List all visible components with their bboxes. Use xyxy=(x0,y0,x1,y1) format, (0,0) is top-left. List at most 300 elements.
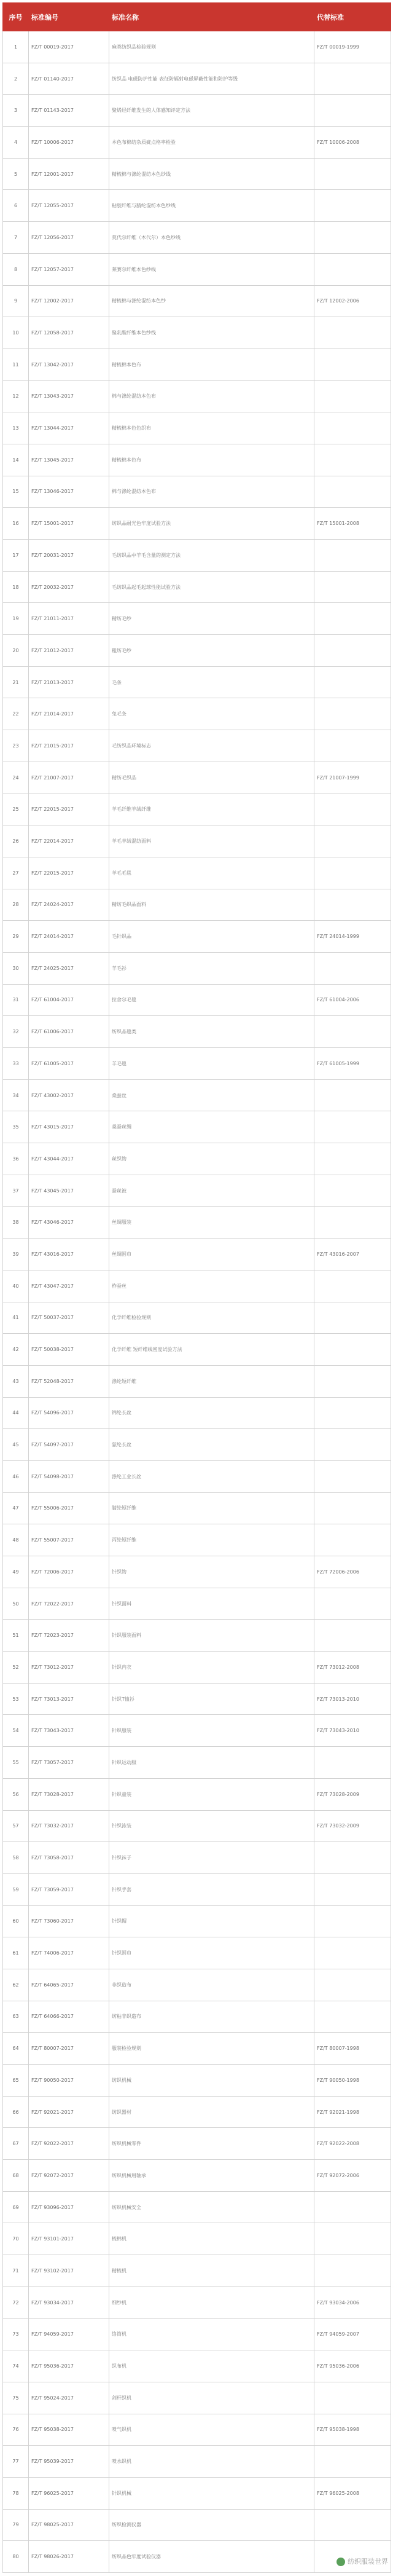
cell-no: 64 xyxy=(3,2033,29,2065)
cell-no: 33 xyxy=(3,1048,29,1080)
cell-replaced xyxy=(314,1842,391,1874)
table-row xyxy=(3,2128,391,2160)
cell-no: 34 xyxy=(3,1079,29,1111)
table-row xyxy=(3,285,391,317)
cell-code: FZ/T 13044-2017 xyxy=(29,412,109,444)
cell-code: FZ/T 98025-2017 xyxy=(29,2509,109,2541)
cell-replaced xyxy=(314,1175,391,1207)
cell-replaced: FZ/T 94059-2007 xyxy=(314,2318,391,2350)
cell-no: 43 xyxy=(3,1365,29,1397)
cell-no: 39 xyxy=(3,1239,29,1270)
cell-replaced: FZ/T 80007-1998 xyxy=(314,2033,391,2065)
cell-code: FZ/T 13043-2017 xyxy=(29,380,109,412)
cell-code: FZ/T 43015-2017 xyxy=(29,1111,109,1143)
cell-no: 73 xyxy=(3,2318,29,2350)
cell-code: FZ/T 15001-2017 xyxy=(29,508,109,540)
cell-code: FZ/T 55007-2017 xyxy=(29,1524,109,1556)
cell-replaced: FZ/T 96025-2008 xyxy=(314,2477,391,2509)
cell-no: 24 xyxy=(3,762,29,794)
cell-code: FZ/T 10006-2017 xyxy=(29,127,109,159)
cell-name: 针织帽 xyxy=(109,1905,314,1937)
cell-code: FZ/T 61004-2017 xyxy=(29,984,109,1016)
cell-replaced: FZ/T 15001-2008 xyxy=(314,508,391,540)
cell-no: 32 xyxy=(3,1016,29,1048)
table-row xyxy=(3,1620,391,1652)
cell-name: 针织面料 xyxy=(109,1588,314,1620)
table-row xyxy=(3,794,391,825)
cell-code: FZ/T 12057-2017 xyxy=(29,253,109,285)
cell-no: 49 xyxy=(3,1556,29,1588)
cell-no: 57 xyxy=(3,1810,29,1842)
cell-replaced: FZ/T 92072-2006 xyxy=(314,2160,391,2192)
table-row xyxy=(3,571,391,603)
cell-no: 31 xyxy=(3,984,29,1016)
cell-code: FZ/T 80007-2017 xyxy=(29,2033,109,2065)
cell-code: FZ/T 54098-2017 xyxy=(29,1460,109,1492)
table-row xyxy=(3,1842,391,1874)
cell-code: FZ/T 52048-2017 xyxy=(29,1365,109,1397)
cell-replaced xyxy=(314,666,391,698)
cell-code: FZ/T 21012-2017 xyxy=(29,635,109,667)
table-row xyxy=(3,1969,391,2001)
cell-code: FZ/T 12055-2017 xyxy=(29,190,109,222)
cell-no: 60 xyxy=(3,1905,29,1937)
cell-code: FZ/T 43016-2017 xyxy=(29,1239,109,1270)
cell-no: 41 xyxy=(3,1302,29,1334)
cell-name: 丝织物 xyxy=(109,1143,314,1175)
cell-no: 45 xyxy=(3,1429,29,1461)
table-row xyxy=(3,1079,391,1111)
cell-replaced xyxy=(314,1969,391,2001)
cell-code: FZ/T 21015-2017 xyxy=(29,730,109,762)
cell-name: 喷气织机 xyxy=(109,2414,314,2446)
cell-replaced: FZ/T 72006-2006 xyxy=(314,1556,391,1588)
cell-code: FZ/T 54097-2017 xyxy=(29,1429,109,1461)
table-row xyxy=(3,222,391,254)
cell-code: FZ/T 95024-2017 xyxy=(29,2382,109,2414)
cell-no: 13 xyxy=(3,412,29,444)
cell-no: 23 xyxy=(3,730,29,762)
table-row xyxy=(3,889,391,921)
cell-replaced: FZ/T 92021-1998 xyxy=(314,2096,391,2128)
cell-code: FZ/T 73057-2017 xyxy=(29,1747,109,1779)
cell-code: FZ/T 13042-2017 xyxy=(29,349,109,380)
cell-code: FZ/T 12058-2017 xyxy=(29,317,109,349)
table-row xyxy=(3,63,391,95)
cell-code: FZ/T 22015-2017 xyxy=(29,857,109,889)
table-row xyxy=(3,1937,391,1969)
cell-no: 26 xyxy=(3,825,29,857)
cell-name: 羊毛羊绒混纺面料 xyxy=(109,825,314,857)
cell-replaced xyxy=(314,1397,391,1429)
table-row xyxy=(3,952,391,984)
cell-no: 79 xyxy=(3,2509,29,2541)
cell-no: 21 xyxy=(3,666,29,698)
table-row xyxy=(3,2509,391,2541)
cell-code: FZ/T 21011-2017 xyxy=(29,603,109,635)
cell-replaced xyxy=(314,1207,391,1239)
cell-code: FZ/T 43044-2017 xyxy=(29,1143,109,1175)
cell-no: 14 xyxy=(3,444,29,476)
cell-replaced xyxy=(314,2191,391,2223)
cell-replaced xyxy=(314,1873,391,1905)
cell-no: 36 xyxy=(3,1143,29,1175)
cell-code: FZ/T 98026-2017 xyxy=(29,2541,109,2573)
cell-replaced xyxy=(314,222,391,254)
table-row xyxy=(3,2255,391,2287)
cell-code: FZ/T 95036-2017 xyxy=(29,2350,109,2382)
cell-code: FZ/T 21007-2017 xyxy=(29,762,109,794)
cell-name: 拉舍尔毛毯 xyxy=(109,984,314,1016)
cell-no: 8 xyxy=(3,253,29,285)
cell-replaced xyxy=(314,857,391,889)
cell-no: 53 xyxy=(3,1683,29,1715)
cell-replaced xyxy=(314,1460,391,1492)
cell-code: FZ/T 43047-2017 xyxy=(29,1270,109,1302)
cell-no: 4 xyxy=(3,127,29,159)
table-row xyxy=(3,825,391,857)
table-row xyxy=(3,1588,391,1620)
cell-replaced xyxy=(314,1270,391,1302)
cell-code: FZ/T 93034-2017 xyxy=(29,2286,109,2318)
cell-name: 细纱机 xyxy=(109,2286,314,2318)
table-row xyxy=(3,666,391,698)
table-row xyxy=(3,1778,391,1810)
cell-replaced xyxy=(314,2382,391,2414)
cell-name: 纺织器材 xyxy=(109,2096,314,2128)
cell-no: 72 xyxy=(3,2286,29,2318)
cell-code: FZ/T 73032-2017 xyxy=(29,1810,109,1842)
cell-code: FZ/T 93102-2017 xyxy=(29,2255,109,2287)
table-row xyxy=(3,1334,391,1366)
cell-no: 62 xyxy=(3,1969,29,2001)
table-row xyxy=(3,698,391,730)
cell-name: 粘胶纤维与腈纶混纺本色纱线 xyxy=(109,190,314,222)
table-row xyxy=(3,1810,391,1842)
cell-name: 涤纶短纤维 xyxy=(109,1365,314,1397)
cell-replaced xyxy=(314,1905,391,1937)
cell-name: 纺织机械 xyxy=(109,2065,314,2097)
cell-replaced: FZ/T 93034-2006 xyxy=(314,2286,391,2318)
cell-replaced xyxy=(314,2446,391,2478)
table-row xyxy=(3,2033,391,2065)
table-row xyxy=(3,540,391,572)
cell-name: 麻类纺织品检验规则 xyxy=(109,31,314,63)
watermark-text: 纺织服装世界 xyxy=(348,2558,388,2566)
cell-no: 40 xyxy=(3,1270,29,1302)
cell-name: 针织童装 xyxy=(109,1778,314,1810)
cell-code: FZ/T 43045-2017 xyxy=(29,1175,109,1207)
cell-no: 51 xyxy=(3,1620,29,1652)
cell-replaced xyxy=(314,1747,391,1779)
cell-code: FZ/T 61005-2017 xyxy=(29,1048,109,1080)
table-row xyxy=(3,1207,391,1239)
table-row xyxy=(3,857,391,889)
cell-replaced xyxy=(314,2223,391,2255)
cell-replaced xyxy=(314,380,391,412)
cell-no: 77 xyxy=(3,2446,29,2478)
cell-name: 柞蚕丝 xyxy=(109,1270,314,1302)
table-row xyxy=(3,1683,391,1715)
cell-code: FZ/T 01143-2017 xyxy=(29,95,109,127)
table-row xyxy=(3,1175,391,1207)
cell-name: 针织T恤衫 xyxy=(109,1683,314,1715)
cell-replaced xyxy=(314,730,391,762)
cell-name: 纺织机械零件 xyxy=(109,2128,314,2160)
cell-name: 桑蚕丝绸 xyxy=(109,1111,314,1143)
cell-code: FZ/T 21014-2017 xyxy=(29,698,109,730)
cell-name: 精梳棉本色布 xyxy=(109,349,314,380)
cell-name: 精梳棉与涤纶混纺本色纱 xyxy=(109,285,314,317)
table-row xyxy=(3,2350,391,2382)
cell-name: 梳棉机 xyxy=(109,2223,314,2255)
header-replaced: 代替标准 xyxy=(314,3,391,31)
table-row xyxy=(3,190,391,222)
cell-name: 粗纺毛纱 xyxy=(109,635,314,667)
cell-no: 47 xyxy=(3,1492,29,1524)
cell-replaced: FZ/T 61005-1999 xyxy=(314,1048,391,1080)
cell-name: 毛针织品 xyxy=(109,921,314,953)
cell-code: FZ/T 12002-2017 xyxy=(29,285,109,317)
table-row xyxy=(3,1365,391,1397)
cell-no: 38 xyxy=(3,1207,29,1239)
cell-replaced xyxy=(314,603,391,635)
cell-replaced: FZ/T 73028-2009 xyxy=(314,1778,391,1810)
cell-name: 棉与涤纶混纺本色布 xyxy=(109,380,314,412)
cell-no: 52 xyxy=(3,1652,29,1684)
cell-replaced xyxy=(314,1143,391,1175)
cell-replaced: FZ/T 21007-1999 xyxy=(314,762,391,794)
cell-code: FZ/T 64066-2017 xyxy=(29,2001,109,2033)
table-row xyxy=(3,1460,391,1492)
cell-replaced: FZ/T 24014-1999 xyxy=(314,921,391,953)
cell-no: 58 xyxy=(3,1842,29,1874)
cell-code: FZ/T 13045-2017 xyxy=(29,444,109,476)
cell-code: FZ/T 43002-2017 xyxy=(29,1079,109,1111)
cell-replaced xyxy=(314,95,391,127)
cell-no: 55 xyxy=(3,1747,29,1779)
cell-no: 29 xyxy=(3,921,29,953)
cell-code: FZ/T 93101-2017 xyxy=(29,2223,109,2255)
cell-no: 65 xyxy=(3,2065,29,2097)
cell-code: FZ/T 55006-2017 xyxy=(29,1492,109,1524)
cell-no: 44 xyxy=(3,1397,29,1429)
cell-code: FZ/T 24024-2017 xyxy=(29,889,109,921)
cell-replaced xyxy=(314,412,391,444)
table-row xyxy=(3,984,391,1016)
table-row xyxy=(3,1524,391,1556)
cell-name: 棉与涤纶混纺本色布 xyxy=(109,476,314,508)
cell-no: 15 xyxy=(3,476,29,508)
cell-no: 28 xyxy=(3,889,29,921)
cell-name: 针织袜子 xyxy=(109,1842,314,1874)
cell-replaced xyxy=(314,540,391,572)
cell-name: 羊毛毯 xyxy=(109,1048,314,1080)
cell-name: 纺织机械安全 xyxy=(109,2191,314,2223)
cell-code: FZ/T 73058-2017 xyxy=(29,1842,109,1874)
cell-name: 丝绸围巾 xyxy=(109,1239,314,1270)
cell-name: 涤纶工业长丝 xyxy=(109,1460,314,1492)
cell-replaced xyxy=(314,317,391,349)
cell-no: 5 xyxy=(3,158,29,190)
cell-replaced: FZ/T 73043-2010 xyxy=(314,1715,391,1747)
cell-no: 10 xyxy=(3,317,29,349)
cell-no: 46 xyxy=(3,1460,29,1492)
cell-name: 精梳棉本色色织布 xyxy=(109,412,314,444)
cell-replaced xyxy=(314,1620,391,1652)
header-no: 序号 xyxy=(3,3,29,31)
cell-name: 莱赛尔纤维本色纱线 xyxy=(109,253,314,285)
cell-code: FZ/T 12056-2017 xyxy=(29,222,109,254)
cell-code: FZ/T 43046-2017 xyxy=(29,1207,109,1239)
cell-code: FZ/T 96025-2017 xyxy=(29,2477,109,2509)
cell-no: 19 xyxy=(3,603,29,635)
cell-replaced xyxy=(314,253,391,285)
cell-replaced: FZ/T 92022-2008 xyxy=(314,2128,391,2160)
cell-replaced xyxy=(314,1365,391,1397)
cell-no: 27 xyxy=(3,857,29,889)
table-row xyxy=(3,2065,391,2097)
cell-name: 腈纶短纤维 xyxy=(109,1492,314,1524)
cell-name: 精纺毛织品面料 xyxy=(109,889,314,921)
cell-no: 70 xyxy=(3,2223,29,2255)
cell-replaced xyxy=(314,444,391,476)
cell-replaced xyxy=(314,889,391,921)
cell-name: 聚乳酸纤维本色纱线 xyxy=(109,317,314,349)
cell-replaced xyxy=(314,1588,391,1620)
table-row xyxy=(3,380,391,412)
table-row xyxy=(3,2286,391,2318)
table-row xyxy=(3,2160,391,2192)
cell-name: 毛条 xyxy=(109,666,314,698)
cell-no: 69 xyxy=(3,2191,29,2223)
cell-replaced: FZ/T 61004-2006 xyxy=(314,984,391,1016)
cell-name: 纺织品 电磁防护性能 表征防辐射电磁屏蔽性能和防护等级 xyxy=(109,63,314,95)
cell-name: 氨纶长丝 xyxy=(109,1429,314,1461)
cell-no: 25 xyxy=(3,794,29,825)
cell-name: 纺粘非织造布 xyxy=(109,2001,314,2033)
cell-code: FZ/T 13046-2017 xyxy=(29,476,109,508)
cell-code: FZ/T 54096-2017 xyxy=(29,1397,109,1429)
cell-name: 本色布棉结杂质疵点格率检验 xyxy=(109,127,314,159)
cell-name: 化学纤维 短纤维线密度试验方法 xyxy=(109,1334,314,1366)
cell-replaced xyxy=(314,825,391,857)
cell-code: FZ/T 20032-2017 xyxy=(29,571,109,603)
cell-code: FZ/T 20031-2017 xyxy=(29,540,109,572)
cell-no: 56 xyxy=(3,1778,29,1810)
cell-replaced xyxy=(314,1111,391,1143)
header-name: 标准名称 xyxy=(109,3,314,31)
cell-no: 54 xyxy=(3,1715,29,1747)
cell-replaced xyxy=(314,571,391,603)
cell-code: FZ/T 92072-2017 xyxy=(29,2160,109,2192)
cell-code: FZ/T 00019-2017 xyxy=(29,31,109,63)
cell-code: FZ/T 95039-2017 xyxy=(29,2446,109,2478)
cell-name: 针织机械 xyxy=(109,2477,314,2509)
cell-no: 68 xyxy=(3,2160,29,2192)
cell-replaced xyxy=(314,1334,391,1366)
cell-replaced: FZ/T 10006-2008 xyxy=(314,127,391,159)
cell-no: 3 xyxy=(3,95,29,127)
table-row xyxy=(3,476,391,508)
cell-name: 针织服装面料 xyxy=(109,1620,314,1652)
cell-no: 16 xyxy=(3,508,29,540)
table-row xyxy=(3,1016,391,1048)
cell-replaced xyxy=(314,1302,391,1334)
cell-no: 48 xyxy=(3,1524,29,1556)
cell-name: 兔毛条 xyxy=(109,698,314,730)
cell-replaced: FZ/T 90050-1998 xyxy=(314,2065,391,2097)
cell-no: 11 xyxy=(3,349,29,380)
cell-name: 织布机 xyxy=(109,2350,314,2382)
cell-no: 18 xyxy=(3,571,29,603)
cell-replaced: FZ/T 43016-2007 xyxy=(314,1239,391,1270)
cell-code: FZ/T 93096-2017 xyxy=(29,2191,109,2223)
table-row xyxy=(3,2223,391,2255)
cell-name: 剑杆织机 xyxy=(109,2382,314,2414)
standards-table xyxy=(2,2,391,2573)
cell-name: 精纺毛织品 xyxy=(109,762,314,794)
cell-replaced xyxy=(314,794,391,825)
cell-name: 毛纺织品中羊毛含量的测定方法 xyxy=(109,540,314,572)
cell-name: 针织服装 xyxy=(109,1715,314,1747)
cell-code: FZ/T 73012-2017 xyxy=(29,1652,109,1684)
cell-replaced: FZ/T 95036-2006 xyxy=(314,2350,391,2382)
table-row xyxy=(3,31,391,63)
cell-no: 37 xyxy=(3,1175,29,1207)
table-row xyxy=(3,2191,391,2223)
table-row xyxy=(3,1492,391,1524)
table-row xyxy=(3,1747,391,1779)
table-row xyxy=(3,444,391,476)
cell-replaced xyxy=(314,1937,391,1969)
cell-code: FZ/T 90050-2017 xyxy=(29,2065,109,2097)
wechat-icon xyxy=(337,2558,345,2566)
cell-code: FZ/T 50038-2017 xyxy=(29,1334,109,1366)
cell-name: 纺织品色牢度试验仪器 xyxy=(109,2541,314,2573)
cell-no: 9 xyxy=(3,285,29,317)
table-row xyxy=(3,2318,391,2350)
cell-name: 桑蚕丝 xyxy=(109,1079,314,1111)
cell-name: 精梳棉本色布 xyxy=(109,444,314,476)
cell-name: 羊毛纤维羊绒纤维 xyxy=(109,794,314,825)
cell-replaced xyxy=(314,1492,391,1524)
table-row xyxy=(3,730,391,762)
cell-name: 羊毛衫 xyxy=(109,952,314,984)
table-row xyxy=(3,2446,391,2478)
table-row xyxy=(3,1239,391,1270)
cell-no: 80 xyxy=(3,2541,29,2573)
cell-name: 丙纶短纤维 xyxy=(109,1524,314,1556)
table-row xyxy=(3,2096,391,2128)
table-body xyxy=(3,31,391,2573)
cell-replaced xyxy=(314,1524,391,1556)
cell-code: FZ/T 73059-2017 xyxy=(29,1873,109,1905)
table-row xyxy=(3,1652,391,1684)
cell-replaced: FZ/T 00019-1999 xyxy=(314,31,391,63)
cell-replaced xyxy=(314,698,391,730)
cell-replaced xyxy=(314,63,391,95)
table-row xyxy=(3,1111,391,1143)
cell-code: FZ/T 95038-2017 xyxy=(29,2414,109,2446)
table-row xyxy=(3,635,391,667)
cell-no: 7 xyxy=(3,222,29,254)
cell-name: 羊毛毛毯 xyxy=(109,857,314,889)
cell-name: 锦纶长丝 xyxy=(109,1397,314,1429)
cell-replaced xyxy=(314,952,391,984)
cell-replaced xyxy=(314,2001,391,2033)
cell-replaced xyxy=(314,476,391,508)
